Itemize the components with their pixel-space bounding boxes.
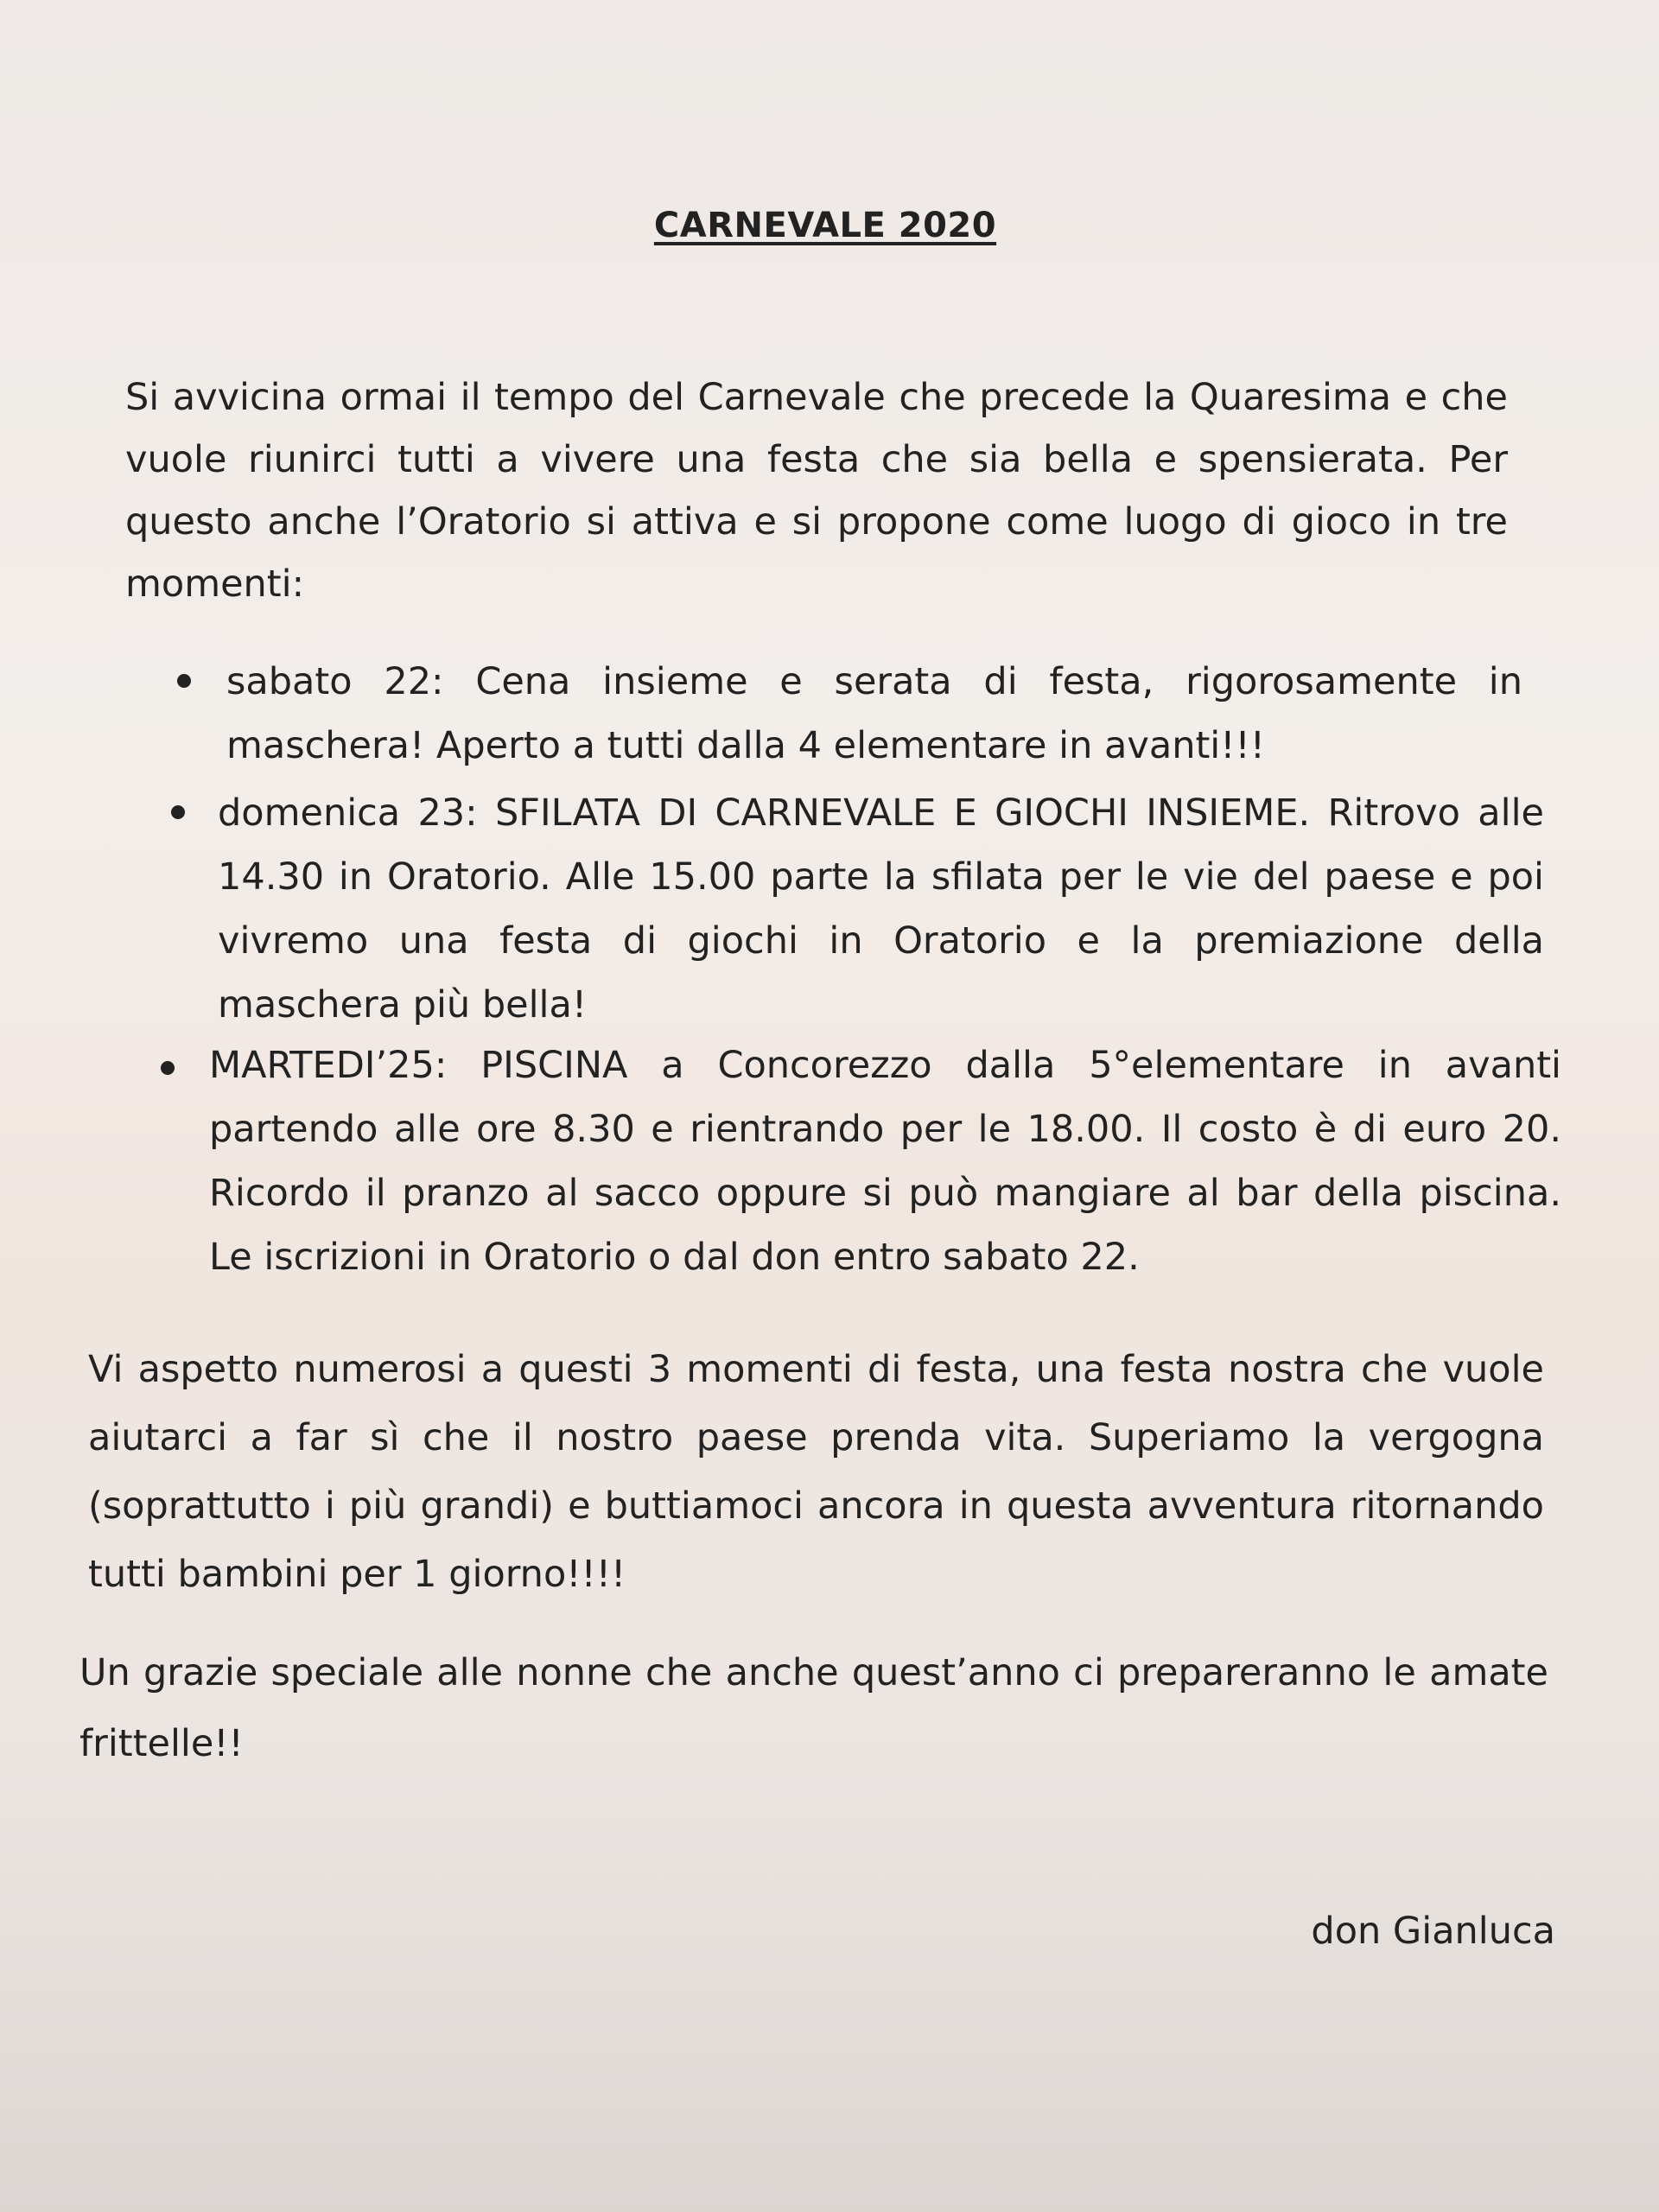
bullet-icon	[171, 805, 185, 819]
bullet-icon	[161, 1061, 175, 1075]
list-item-tuesday: MARTEDI’25: PISCINA a Concorezzo dalla 5°elementare in avanti partendo alle ore 8.30 e rientrando per le 18.00. Il costo è di euro 20. Ricordo il pranzo al sacco oppure si può mangiare al bar della piscina. Le iscrizioni in Oratorio o dal don entro sabato 22.	[209, 1044, 1561, 1279]
signature: don Gianluca	[1311, 1910, 1555, 1953]
thanks-paragraph: Un grazie speciale alle nonne che anche quest’anno ci prepareranno le amate frittelle!!	[79, 1651, 1548, 1765]
intro-paragraph: Si avvicina ormai il tempo del Carnevale che precede la Quaresima e che vuole riunirci tutti a vivere una festa che sia bella e spensierata. Per questo anche l’Oratorio si attiva e si propone come luogo di gioco in tre momenti:	[125, 376, 1508, 606]
document-title: CARNEVALE 2020	[653, 206, 997, 245]
list-item-sunday: domenica 23: SFILATA DI CARNEVALE E GIOCHI INSIEME. Ritrovo alle 14.30 in Oratorio. Alle 15.00 parte la sfilata per le vie del paese e poi vivremo una festa di giochi in Oratorio e la premiazione della maschera più bella!	[218, 791, 1544, 1027]
list-item-saturday: sabato 22: Cena insieme e serata di festa, rigorosamente in maschera! Aperto a tutti dalla 4 elementare in avanti!!!	[226, 660, 1522, 767]
bullet-icon	[177, 674, 191, 688]
closing-paragraph: Vi aspetto numerosi a questi 3 momenti di festa, una festa nostra che vuole aiutarci a far sì che il nostro paese prenda vita. Superiamo la vergogna (soprattutto i più grandi) e buttiamoci ancora in questa avventura ritornando tutti bambini per 1 giorno!!!!	[88, 1348, 1544, 1596]
